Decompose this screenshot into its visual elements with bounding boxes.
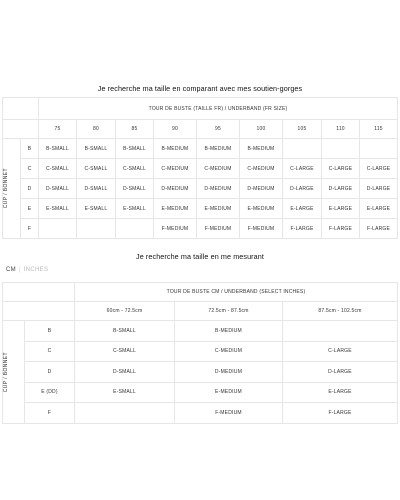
size-cell: E-SMALL — [75, 382, 175, 403]
table-row — [3, 321, 398, 342]
size-cell: E-MEDIUM — [175, 382, 283, 403]
unit-separator: | — [18, 267, 21, 273]
cup-size-label: B — [25, 321, 75, 342]
size-cell — [360, 139, 398, 159]
size-cell: D-MEDIUM — [175, 362, 283, 383]
size-cell: E-LARGE — [283, 382, 398, 403]
size-cell: B-MEDIUM — [175, 321, 283, 342]
size-cell: D-SMALL — [116, 179, 154, 199]
size-cell: B-MEDIUM — [197, 139, 240, 159]
corner-cell — [3, 302, 75, 321]
cup-axis-label-text: CUP / BONNET — [3, 351, 9, 392]
size-cell: E-SMALL — [116, 199, 154, 219]
size-cell: C-SMALL — [116, 159, 154, 179]
unit-toggle — [6, 267, 48, 273]
cup-size-label: D — [21, 179, 39, 199]
table-row — [3, 403, 398, 424]
size-cell: C-MEDIUM — [154, 159, 197, 179]
size-cell: F-MEDIUM — [240, 219, 283, 239]
size-cell — [322, 139, 360, 159]
column-header: 75 — [39, 120, 77, 139]
size-cell: E-LARGE — [322, 199, 360, 219]
cup-size-label: D — [25, 362, 75, 383]
column-header: 110 — [322, 120, 360, 139]
table-row — [3, 362, 398, 383]
cup-size-label: C — [21, 159, 39, 179]
size-cell: C-SMALL — [75, 341, 175, 362]
size-cell: F-LARGE — [283, 219, 322, 239]
size-cell: D-MEDIUM — [240, 179, 283, 199]
size-cell: C-MEDIUM — [240, 159, 283, 179]
size-cell — [283, 139, 322, 159]
size-cell: B-MEDIUM — [240, 139, 283, 159]
size-table-by-bra — [2, 97, 398, 239]
size-cell: B-SMALL — [75, 321, 175, 342]
table-row — [3, 219, 398, 239]
size-cell: C-SMALL — [39, 159, 77, 179]
size-cell: B-MEDIUM — [154, 139, 197, 159]
table-row — [3, 139, 398, 159]
corner-cell — [3, 98, 39, 120]
size-cell: C-MEDIUM — [175, 341, 283, 362]
cup-axis-label-text: CUP / BONNET — [3, 168, 9, 209]
size-table-by-measure — [2, 282, 398, 424]
size-cell: E-MEDIUM — [154, 199, 197, 219]
corner-cell — [3, 283, 75, 302]
size-cell: D-MEDIUM — [197, 179, 240, 199]
size-cell: C-LARGE — [360, 159, 398, 179]
size-cell: B-SMALL — [39, 139, 77, 159]
cup-size-label: B — [21, 139, 39, 159]
size-cell: F-LARGE — [360, 219, 398, 239]
table-row — [3, 382, 398, 403]
size-cell: C-LARGE — [283, 159, 322, 179]
cup-axis-label — [3, 321, 25, 424]
size-cell: E-SMALL — [77, 199, 116, 219]
size-cell — [116, 219, 154, 239]
size-cell: D-SMALL — [39, 179, 77, 199]
size-cell: F-LARGE — [283, 403, 398, 424]
size-cell: C-SMALL — [77, 159, 116, 179]
underband-header: TOUR DE BUSTE CM / UNDERBAND (SELECT INCHES) — [75, 283, 398, 302]
size-cell: E-MEDIUM — [197, 199, 240, 219]
size-by-measure-title: Je recherche ma taille en me mesurant — [136, 252, 264, 261]
size-cell: C-LARGE — [283, 341, 398, 362]
size-cell: C-MEDIUM — [197, 159, 240, 179]
column-header: 80 — [77, 120, 116, 139]
underband-header: TOUR DE BUSTE (TAILLE FR) / UNDERBAND (FR SIZE) — [39, 98, 398, 120]
unit-cm-option[interactable]: CM — [6, 267, 16, 273]
size-cell: D-LARGE — [360, 179, 398, 199]
cup-size-label: E (DD) — [25, 382, 75, 403]
size-cell: E-MEDIUM — [240, 199, 283, 219]
table-row — [3, 341, 398, 362]
column-header: 100 — [240, 120, 283, 139]
column-header: 87.5cm - 102.5cm — [283, 302, 398, 321]
size-cell: F-MEDIUM — [154, 219, 197, 239]
column-header: 72.5cm - 87.5cm — [175, 302, 283, 321]
size-cell: B-SMALL — [77, 139, 116, 159]
size-cell: E-LARGE — [360, 199, 398, 219]
cup-size-label: F — [21, 219, 39, 239]
size-cell: D-MEDIUM — [154, 179, 197, 199]
cup-axis-label — [3, 139, 21, 239]
table-row — [3, 179, 398, 199]
column-header: 60cm - 72.5cm — [75, 302, 175, 321]
size-cell: D-LARGE — [322, 179, 360, 199]
size-cell: D-LARGE — [283, 362, 398, 383]
column-header: 95 — [197, 120, 240, 139]
size-cell: F-MEDIUM — [197, 219, 240, 239]
table-row — [3, 199, 398, 219]
cup-size-label: F — [25, 403, 75, 424]
cup-size-label: C — [25, 341, 75, 362]
size-by-bra-title: Je recherche ma taille en comparant avec mes soutien-gorges — [97, 84, 303, 93]
column-header: 115 — [360, 120, 398, 139]
cup-size-label: E — [21, 199, 39, 219]
size-cell: D-LARGE — [283, 179, 322, 199]
column-header: 85 — [116, 120, 154, 139]
table-row — [3, 159, 398, 179]
size-cell: C-LARGE — [322, 159, 360, 179]
corner-cell — [3, 120, 39, 139]
size-cell: F-LARGE — [322, 219, 360, 239]
size-cell — [77, 219, 116, 239]
size-cell: D-SMALL — [77, 179, 116, 199]
unit-inches-option[interactable]: INCHES — [23, 267, 49, 273]
column-header: 90 — [154, 120, 197, 139]
size-cell: B-SMALL — [116, 139, 154, 159]
column-header: 105 — [283, 120, 322, 139]
size-cell: F-MEDIUM — [175, 403, 283, 424]
size-cell — [39, 219, 77, 239]
size-cell — [283, 321, 398, 342]
size-cell — [75, 403, 175, 424]
size-cell: E-SMALL — [39, 199, 77, 219]
size-cell: D-SMALL — [75, 362, 175, 383]
size-cell: E-LARGE — [283, 199, 322, 219]
